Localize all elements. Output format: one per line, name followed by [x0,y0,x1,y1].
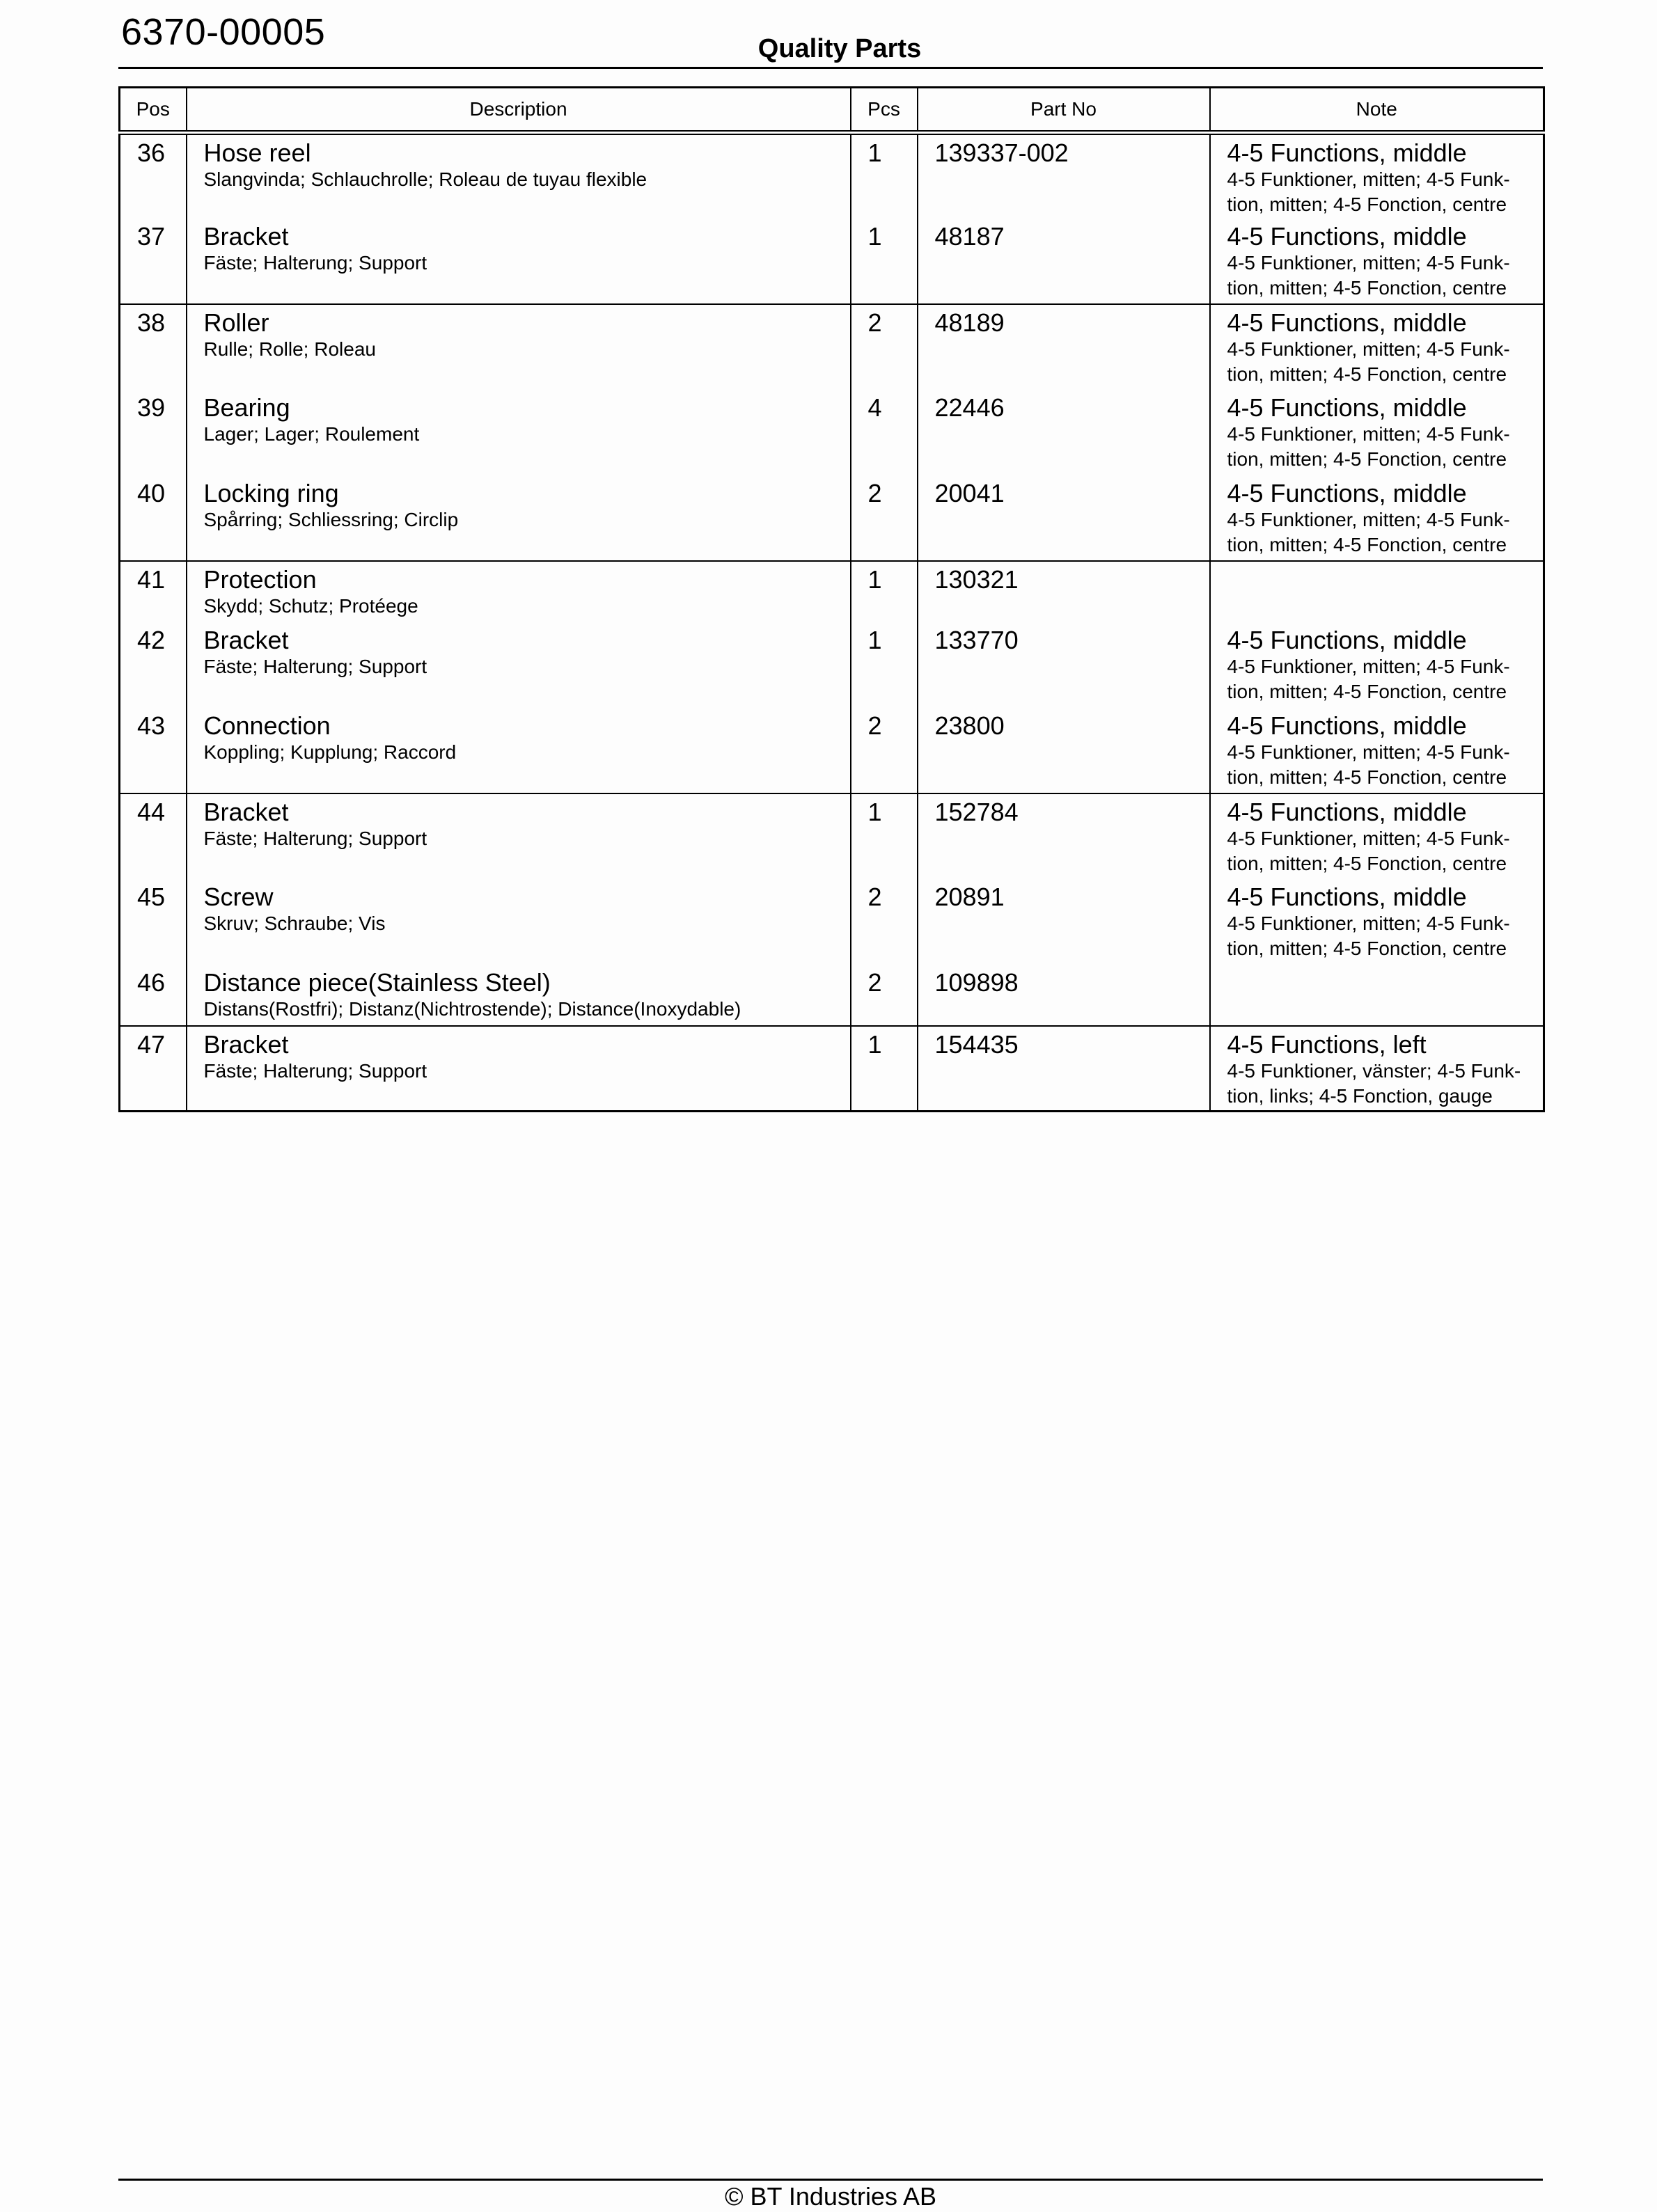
cell-pcs [851,133,918,219]
part-translation: Slangvinda; Schlauchrolle; Roleau de tuyau flexible [203,168,647,190]
cell-pcs [851,965,918,1026]
cell-pcs [851,561,918,622]
part-translation: Fäste; Halterung; Support [203,251,427,274]
cell-pcs [851,304,918,390]
quantity: 1 [867,139,882,167]
note-line-2: tion, mitten; 4-5 Fonction, centre [1227,680,1507,702]
table-row [120,561,1544,622]
part-name: Bracket [203,625,289,654]
note-line-1: 4-5 Funktioner, mitten; 4-5 Funk- [1227,251,1510,274]
cell-pos [120,793,187,879]
note-line-1: 4-5 Funktioner, mitten; 4-5 Funk- [1227,508,1510,530]
table-header-row [120,88,1544,133]
cell-note [1210,622,1544,708]
cell-note [1210,133,1544,219]
cell-part-no [918,708,1210,793]
note-line-1: 4-5 Funktioner, mitten; 4-5 Funk- [1227,912,1510,934]
cell-pcs [851,793,918,879]
note-line-2: tion, mitten; 4-5 Fonction, centre [1227,193,1507,215]
cell-description [187,793,851,879]
cell-note [1210,879,1544,965]
note-line-1: 4-5 Funktioner, mitten; 4-5 Funk- [1227,338,1510,360]
part-number: 109898 [934,967,1019,997]
note-title: 4-5 Functions, middle [1227,711,1467,740]
cell-description [187,561,851,622]
cell-pos [120,304,187,390]
note-title: 4-5 Functions, middle [1227,797,1467,826]
part-name: Protection [203,564,317,594]
table-row [120,219,1544,304]
cell-part-no [918,219,1210,304]
part-name: Roller [203,308,269,337]
part-number: 139337-002 [934,139,1069,167]
cell-pos [120,879,187,965]
part-number: 48189 [934,308,1005,337]
part-name: Bearing [203,393,290,422]
part-number: 152784 [934,797,1019,826]
note-title: 4-5 Functions, left [1227,1029,1427,1059]
cell-description [187,708,851,793]
table-row [120,965,1544,1026]
cell-part-no [918,475,1210,561]
cell-part-no [918,561,1210,622]
copyright-notice: © BT Industries AB [725,2182,936,2211]
quantity: 1 [867,1029,882,1059]
part-name: Bracket [203,221,289,251]
cell-pcs [851,1026,918,1112]
part-translation: Fäste; Halterung; Support [203,655,427,677]
note-line-1: 4-5 Funktioner, mitten; 4-5 Funk- [1227,827,1510,849]
part-translation: Spårring; Schliessring; Circlip [203,508,459,530]
part-name: Hose reel [203,139,311,167]
note-line-2: tion, mitten; 4-5 Fonction, centre [1227,276,1507,299]
quantity: 1 [867,564,882,594]
cell-note [1210,475,1544,561]
note-title: 4-5 Functions, middle [1227,139,1467,167]
part-translation: Rulle; Rolle; Roleau [203,338,376,360]
cell-description [187,622,851,708]
cell-pcs [851,219,918,304]
note-title: 4-5 Functions, middle [1227,393,1467,422]
header-divider [118,67,1543,69]
table-row [120,475,1544,561]
cell-part-no [918,622,1210,708]
quantity: 2 [867,882,882,911]
position-number: 37 [137,221,166,251]
note-line-1: 4-5 Funktioner, mitten; 4-5 Funk- [1227,168,1510,190]
position-number: 44 [137,797,166,826]
table-row [120,708,1544,793]
part-translation: Fäste; Halterung; Support [203,827,427,849]
part-name: Locking ring [203,478,339,507]
part-translation: Koppling; Kupplung; Raccord [203,741,457,763]
cell-pos [120,965,187,1026]
quantity: 1 [867,221,882,251]
position-number: 39 [137,393,166,422]
note-line-2: tion, links; 4-5 Fonction, gauge [1227,1084,1493,1107]
part-translation: Fäste; Halterung; Support [203,1059,427,1082]
cell-note [1210,1026,1544,1112]
quantity: 2 [867,711,882,740]
quantity: 1 [867,625,882,654]
cell-pos [120,390,187,475]
page-title: Quality Parts [757,34,922,63]
cell-pcs [851,475,918,561]
document-number: 6370-00005 [121,11,326,53]
part-translation: Lager; Lager; Roulement [203,422,420,445]
note-title: 4-5 Functions, middle [1227,882,1467,911]
cell-pcs [851,390,918,475]
part-name: Bracket [203,797,289,826]
position-number: 36 [137,139,166,167]
cell-part-no [918,133,1210,219]
cell-note [1210,965,1544,1026]
cell-note [1210,561,1544,622]
cell-note [1210,390,1544,475]
cell-description [187,390,851,475]
part-number: 154435 [934,1029,1019,1059]
parts-table [118,86,1545,1112]
position-number: 47 [137,1029,166,1059]
cell-description [187,1026,851,1112]
cell-pos [120,475,187,561]
cell-pos [120,219,187,304]
table-row [120,133,1544,219]
table-row [120,793,1544,879]
position-number: 46 [137,967,166,997]
note-title: 4-5 Functions, middle [1227,478,1467,507]
column-header-description: Description [187,88,851,133]
part-name: Connection [203,711,331,740]
cell-note [1210,708,1544,793]
note-line-1: 4-5 Funktioner, mitten; 4-5 Funk- [1227,741,1510,763]
cell-description [187,965,851,1026]
note-line-2: tion, mitten; 4-5 Fonction, centre [1227,363,1507,385]
cell-description [187,219,851,304]
table-row [120,879,1544,965]
cell-pos [120,708,187,793]
cell-part-no [918,390,1210,475]
part-name: Screw [203,882,274,911]
cell-part-no [918,1026,1210,1112]
cell-note [1210,793,1544,879]
part-translation: Skydd; Schutz; Protéege [203,594,418,617]
cell-description [187,475,851,561]
quantity: 2 [867,308,882,337]
position-number: 40 [137,478,166,507]
cell-pcs [851,622,918,708]
position-number: 42 [137,625,166,654]
note-line-1: 4-5 Funktioner, mitten; 4-5 Funk- [1227,655,1510,677]
part-number: 22446 [934,393,1005,422]
quantity: 2 [867,967,882,997]
cell-pos [120,133,187,219]
cell-description [187,304,851,390]
column-header-note: Note [1210,88,1544,133]
position-number: 38 [137,308,166,337]
note-line-1: 4-5 Funktioner, mitten; 4-5 Funk- [1227,422,1510,445]
note-line-1: 4-5 Funktioner, vänster; 4-5 Funk- [1227,1059,1521,1082]
part-number: 48187 [934,221,1005,251]
quantity: 1 [867,797,882,826]
part-number: 23800 [934,711,1005,740]
note-title: 4-5 Functions, middle [1227,308,1467,337]
position-number: 45 [137,882,166,911]
cell-part-no [918,304,1210,390]
column-header-pcs: Pcs [851,88,918,133]
part-name: Bracket [203,1029,289,1059]
position-number: 43 [137,711,166,740]
part-translation: Skruv; Schraube; Vis [203,912,386,934]
cell-part-no [918,879,1210,965]
quantity: 4 [867,393,882,422]
note-line-2: tion, mitten; 4-5 Fonction, centre [1227,852,1507,874]
cell-pcs [851,879,918,965]
part-number: 133770 [934,625,1019,654]
parts-table-body [120,133,1544,1112]
cell-part-no [918,793,1210,879]
cell-description [187,879,851,965]
cell-part-no [918,965,1210,1026]
note-line-2: tion, mitten; 4-5 Fonction, centre [1227,766,1507,788]
cell-note [1210,219,1544,304]
cell-description [187,133,851,219]
cell-pos [120,1026,187,1112]
table-row [120,1026,1544,1112]
cell-pos [120,561,187,622]
part-number: 130321 [934,564,1019,594]
quantity: 2 [867,478,882,507]
cell-pos [120,622,187,708]
table-row [120,304,1544,390]
column-header-part-no: Part No [918,88,1210,133]
note-title: 4-5 Functions, middle [1227,625,1467,654]
cell-pcs [851,708,918,793]
cell-note [1210,304,1544,390]
note-title: 4-5 Functions, middle [1227,221,1467,251]
part-translation: Distans(Rostfri); Distanz(Nichtrostende); Distance(Inoxydable) [203,997,741,1020]
table-row [120,390,1544,475]
note-line-2: tion, mitten; 4-5 Fonction, centre [1227,937,1507,959]
part-name: Distance piece(Stainless Steel) [203,967,551,997]
position-number: 41 [137,564,166,594]
footer-divider [118,2179,1543,2181]
part-number: 20041 [934,478,1005,507]
part-number: 20891 [934,882,1005,911]
note-line-2: tion, mitten; 4-5 Fonction, centre [1227,533,1507,555]
column-header-pos: Pos [120,88,187,133]
table-row [120,622,1544,708]
note-line-2: tion, mitten; 4-5 Fonction, centre [1227,448,1507,470]
